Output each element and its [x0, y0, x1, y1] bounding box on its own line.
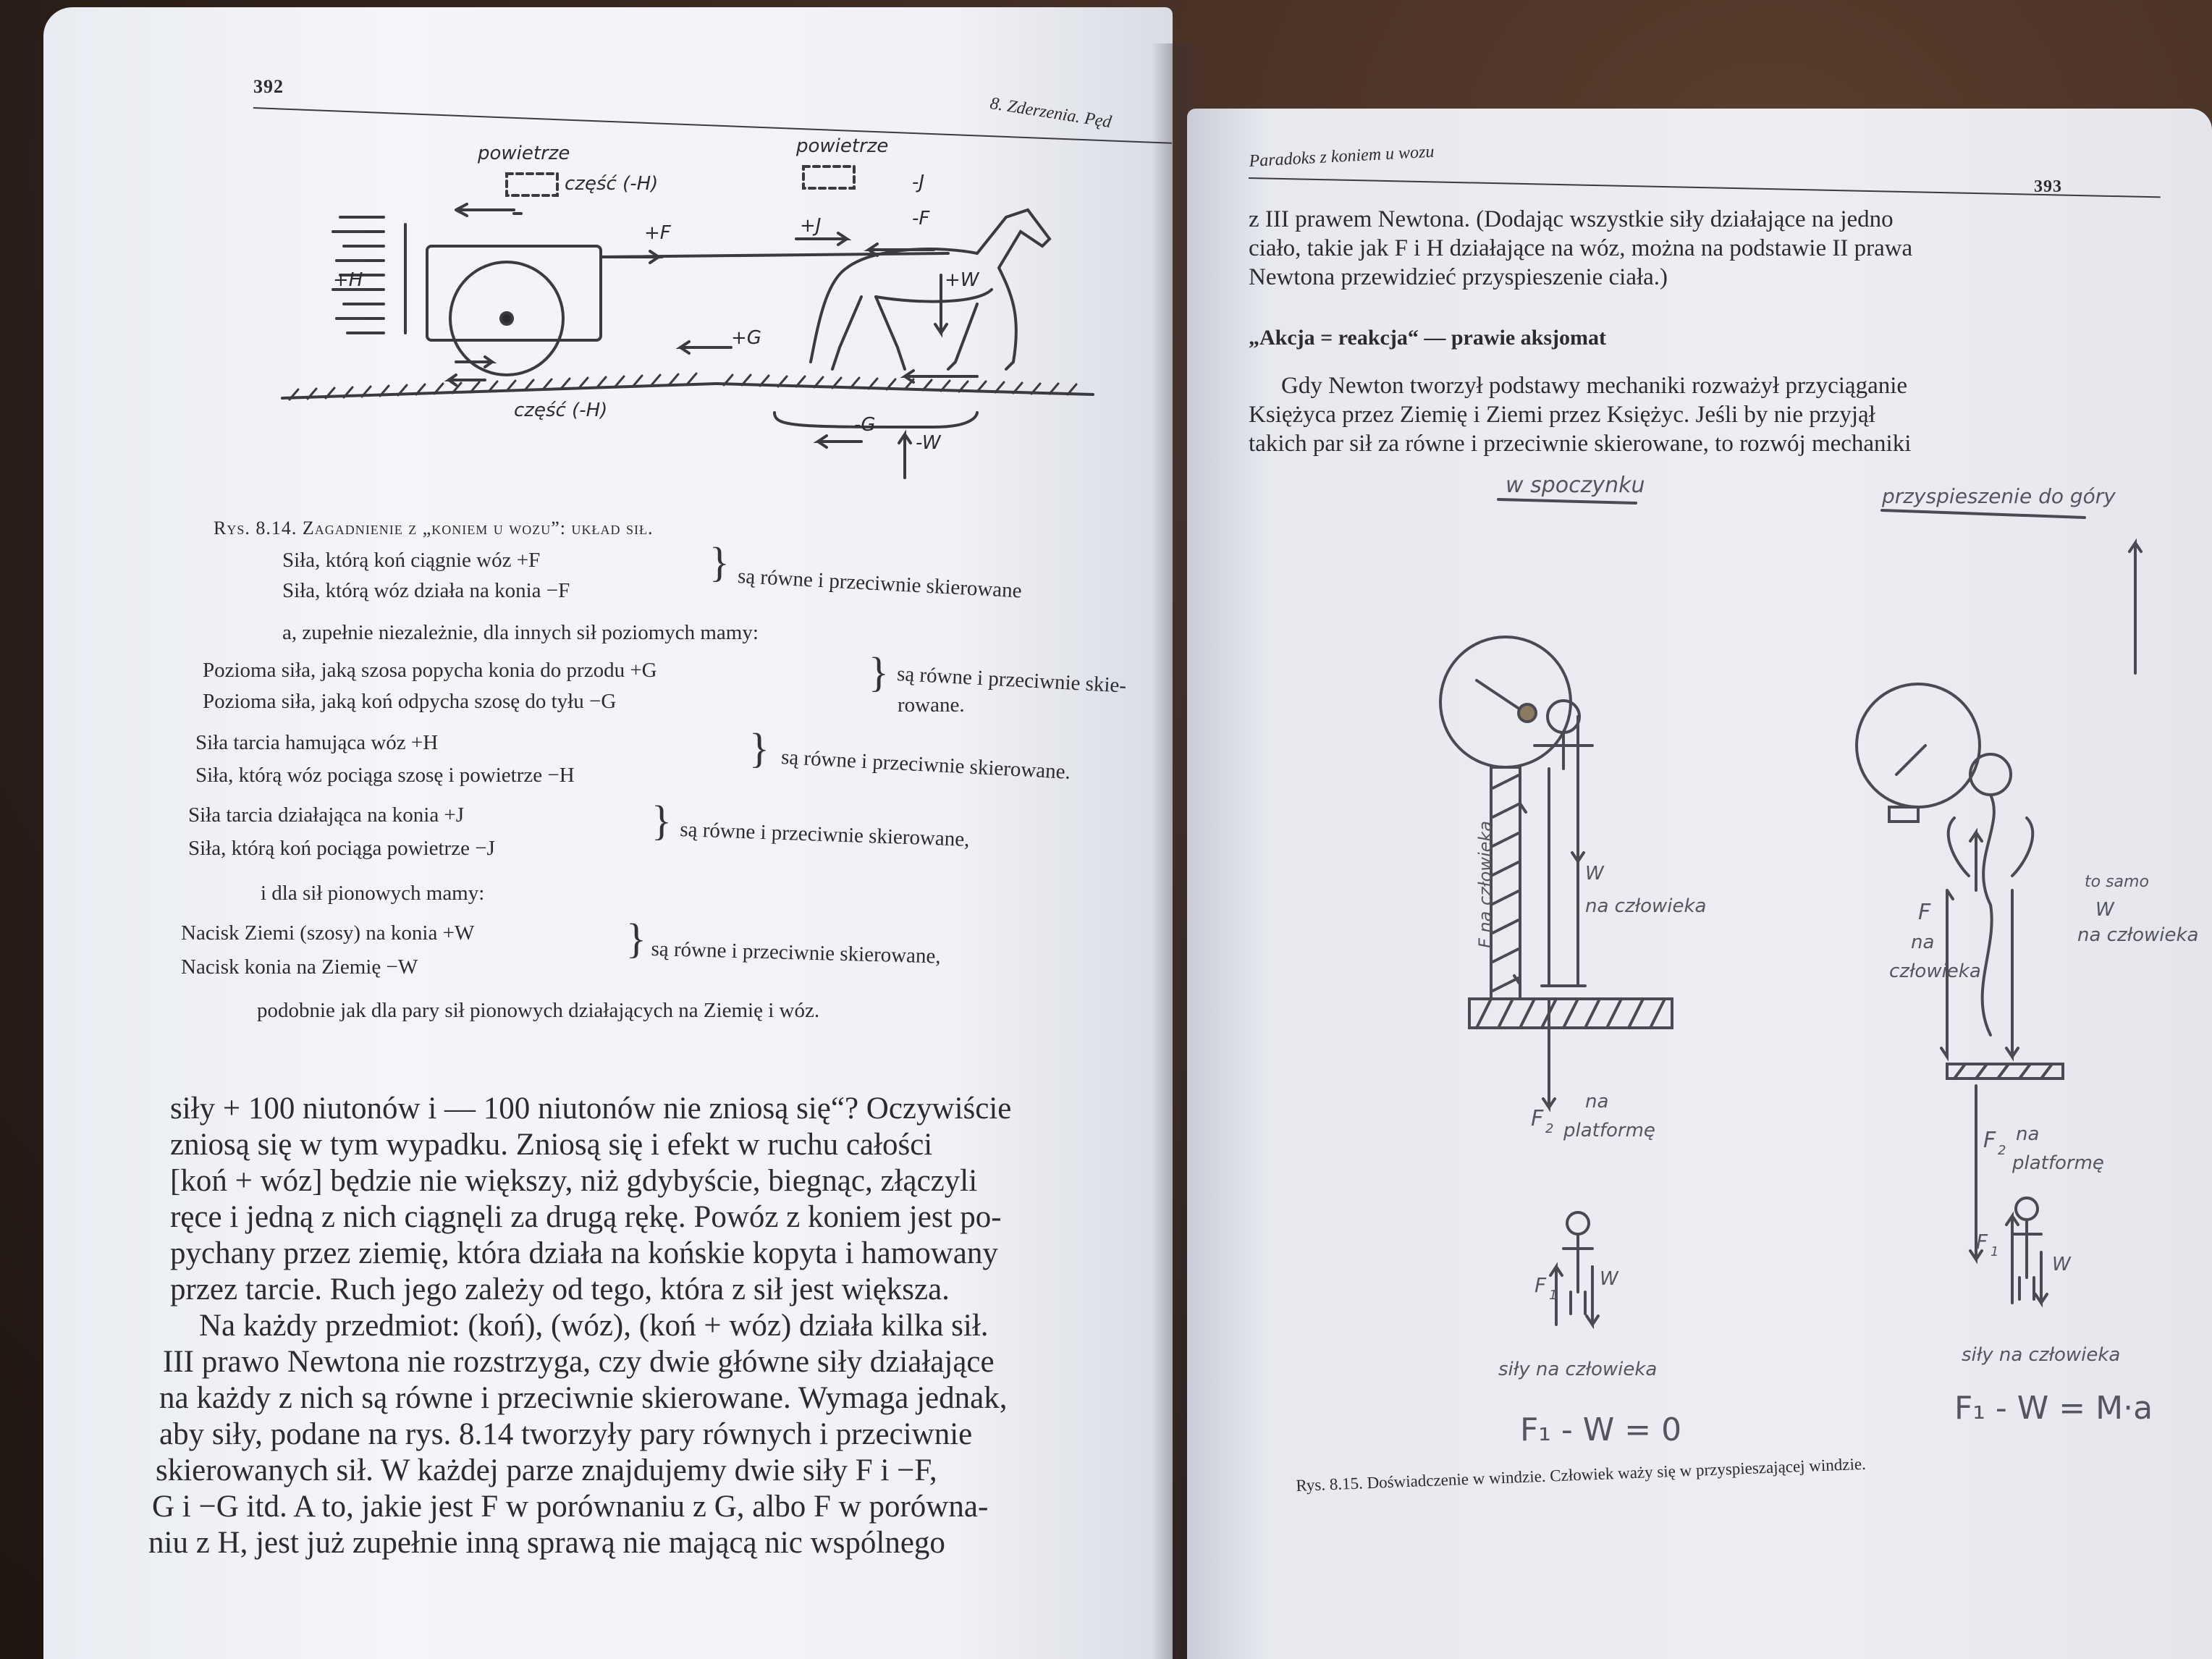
- pair5-result: są równe i przeciwnie skierowane,: [651, 937, 942, 968]
- intro-line-1: z III prawem Newtona. (Dodając wszystkie siły działające na jedno: [1249, 206, 1894, 232]
- label-F-na-czlowieka: F na człowieka: [1475, 820, 1495, 948]
- label-F1-small-left-sub: 1: [1549, 1288, 1558, 1303]
- body-line-13: niu z H, jest już zupełnie inną sprawą nie mającą nic wspólnego: [148, 1526, 945, 1560]
- pair4-line-b: Siła, którą koń pociąga powietrze −J: [188, 837, 495, 860]
- brace-4: }: [651, 797, 672, 844]
- pair3-line-b: Siła, którą wóz pociąga szosę i powietrze −H: [195, 764, 575, 787]
- label-platforme-left: platformę: [1563, 1120, 1655, 1141]
- figure-horse-cart: [210, 130, 1122, 470]
- pair4-line-a: Siła tarcia działająca na konia +J: [188, 803, 465, 827]
- body-line-12: G i −G itd. A to, jakie jest F w porównaniu z G, albo F w porówna-: [152, 1490, 989, 1524]
- brace-5: }: [626, 915, 646, 962]
- section-title: „Akcja = reakcja“ — prawie aksjomat: [1249, 326, 1606, 350]
- label-F1-small-right: F: [1976, 1230, 1988, 1254]
- pair4-result: są równe i przeciwnie skierowane,: [679, 818, 970, 851]
- body-line-2: zniosą się w tym wypadku. Zniosą się i efekt w ruchu całości: [170, 1128, 933, 1162]
- right-page: [1187, 109, 2212, 1659]
- body-line-6: przez tarcie. Ruch jego zależy od tego, która z sił jest większa.: [170, 1272, 950, 1306]
- pair2-result-2: rowane.: [898, 693, 965, 717]
- figure-elevator: [1230, 473, 2199, 1498]
- intro-line-3: Newtona przewidzieć przyspieszenie ciała.): [1249, 264, 1668, 290]
- label-powietrze-left: powietrze: [478, 143, 570, 164]
- figure-caption-814: Rys. 8.14. Zagadnienie z „koniem u wozu”: układ sił.: [214, 518, 654, 539]
- label-czesc-bottom: część (-H): [514, 400, 608, 421]
- pair1-line-a: Siła, którą koń ciągnie wóz +F: [282, 549, 541, 572]
- left-page: [43, 7, 1173, 1659]
- label-F2-left-sub: 2: [1545, 1121, 1554, 1136]
- label-plus-H: +H: [333, 269, 363, 291]
- label-F1-small-right-sub: 1: [1991, 1244, 1999, 1259]
- label-platforme-right: platformę: [2012, 1152, 2104, 1174]
- label-W-small-left: W: [1600, 1268, 1618, 1290]
- pair1-result: są równe i przeciwnie skierowane: [737, 565, 1023, 603]
- label-plus-W: +W: [945, 269, 979, 291]
- label-minus-J: -J: [912, 172, 925, 193]
- label-czesc-top: część (-H): [565, 173, 659, 195]
- label-F2-left: F: [1531, 1106, 1544, 1131]
- intro-vertical: i dla sił pionowych mamy:: [261, 882, 485, 905]
- body-line-1: siły + 100 niutonów i — 100 niutonów nie zniosą się“? Oczywiście: [170, 1092, 1012, 1126]
- pair3-result: są równe i przeciwnie skierowane.: [780, 746, 1071, 784]
- label-na-czlowieka-right: na człowieka: [2077, 924, 2199, 946]
- body-line-4: ręce i jedną z nich ciągnęli za drugą rękę. Powóz z koniem jest po-: [170, 1200, 1002, 1234]
- label-minus-F: -F: [912, 208, 930, 229]
- section-line-3: takich par sił za równe i przeciwnie skierowane, to rozwój mechaniki: [1249, 431, 1912, 457]
- body-line-7: Na każdy przedmiot: (koń), (wóz), (koń + wóz) działa kilka sił.: [199, 1309, 989, 1343]
- intro-horizontal: a, zupełnie niezależnie, dla innych sił poziomych mamy:: [282, 621, 759, 644]
- label-W-left: W: [1585, 863, 1604, 885]
- label-plus-G: +G: [731, 327, 761, 349]
- body-line-5: pychany przez ziemię, która działa na końskie kopyta i hamowany: [170, 1236, 998, 1270]
- label-minus-W: -W: [916, 432, 941, 454]
- body-line-8: III prawo Newtona nie rozstrzyga, czy dwie główne siły działające: [163, 1345, 995, 1379]
- label-F2-right: F: [1983, 1128, 1996, 1153]
- label-F-right: F: [1918, 900, 1931, 925]
- body-line-11: skierowanych sił. W każdej parze znajdujemy dwie siły F i −F,: [156, 1453, 937, 1487]
- equation-right: F₁ - W = M·a: [1954, 1390, 2153, 1427]
- body-line-9: na każdy z nich są równe i przeciwnie skierowane. Wymaga jednak,: [159, 1381, 1008, 1415]
- brace-2: }: [869, 649, 889, 696]
- pair2-line-a: Pozioma siła, jaką szosa popycha konia do przodu +G: [203, 659, 657, 682]
- label-na-czlowieka-left: na człowieka: [1585, 895, 1707, 917]
- running-head-left: 8. Zderzenia. Pęd: [988, 94, 1113, 132]
- label-W-small-right: W: [2052, 1254, 2071, 1275]
- label-sily-left: siły na człowieka: [1498, 1359, 1658, 1380]
- section-line-2: Księżyca przez Ziemię i Ziemi przez Księżyc. Jeśli by nie przyjął: [1249, 402, 1875, 428]
- label-sily-right: siły na człowieka: [1962, 1344, 2121, 1366]
- label-na-right-2: na: [2016, 1123, 2040, 1145]
- body-line-3: [koń + wóz] będzie nie większy, niż gdybyście, biegnąc, złączyli: [170, 1164, 978, 1198]
- label-W-right: W: [2095, 899, 2114, 921]
- label-plus-F: +F: [644, 222, 671, 244]
- header-rule-right: [1249, 177, 2161, 198]
- brace-3: }: [749, 725, 769, 772]
- label-czlowieka-right: człowieka: [1889, 961, 1981, 982]
- page-number-left: 392: [253, 76, 284, 97]
- page-number-right: 393: [2034, 177, 2062, 196]
- pair5-line-b: Nacisk konia na Ziemię −W: [181, 955, 418, 979]
- label-w-spoczynku: w spoczynku: [1506, 473, 1645, 498]
- pair2-line-b: Pozioma siła, jaką koń odpycha szosę do tyłu −G: [203, 690, 617, 713]
- section-line-1: Gdy Newton tworzył podstawy mechaniki rozważył przyciąganie: [1281, 373, 1908, 399]
- label-minus-G: -G: [854, 414, 876, 436]
- body-line-10: aby siły, podane na rys. 8.14 tworzyły pary równych i przeciwnie: [159, 1417, 973, 1451]
- label-F1-small-left: F: [1535, 1273, 1547, 1297]
- figure-caption-815: Rys. 8.15. Doświadczenie w windzie. Człowiek waży się w przyspieszającej windzie.: [1296, 1454, 1867, 1495]
- running-head-right: Paradoks z koniem u wozu: [1249, 142, 1435, 171]
- pair2-result-1: są równe i przeciwnie skie-: [896, 662, 1127, 698]
- label-F2-right-sub: 2: [1998, 1143, 2006, 1158]
- label-na-left: na: [1585, 1091, 1609, 1113]
- label-na-right: na: [1911, 932, 1935, 953]
- label-plus-J: +J: [800, 215, 822, 237]
- pair3-line-a: Siła tarcia hamująca wóz +H: [195, 731, 439, 754]
- label-to-samo: to samo: [2085, 873, 2149, 891]
- label-powietrze-right: powietrze: [796, 135, 889, 157]
- outro-line: podobnie jak dla pary sił pionowych działających na Ziemię i wóz.: [257, 999, 820, 1022]
- pair1-line-b: Siła, którą wóz działa na konia −F: [282, 579, 570, 602]
- equation-left: F₁ - W = 0: [1520, 1411, 1682, 1448]
- pair5-line-a: Nacisk Ziemi (szosy) na konia +W: [181, 921, 475, 945]
- label-przyspieszenie: przyspieszenie do góry: [1882, 484, 2116, 508]
- intro-line-2: ciało, takie jak F i H działające na wóz, można na podstawie II prawa: [1249, 235, 1913, 261]
- brace-1: }: [709, 539, 730, 586]
